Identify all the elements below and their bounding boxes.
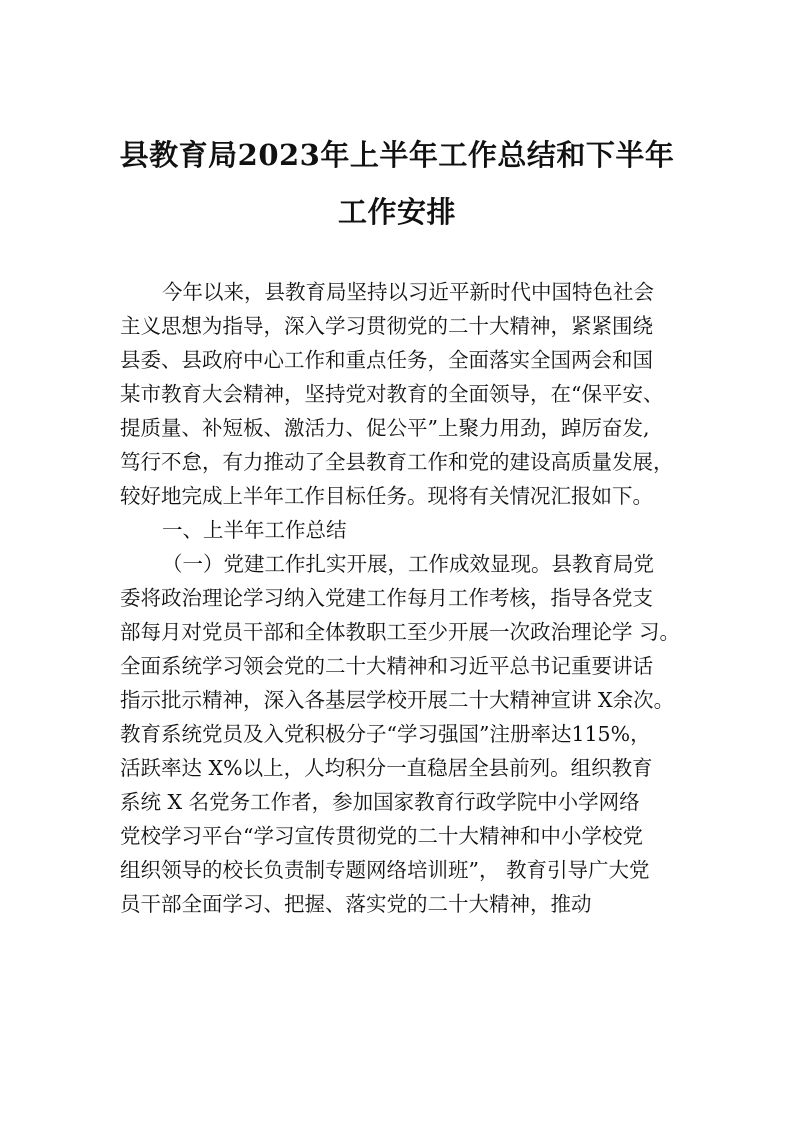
body-line-4: 某市教育大会精神，坚持党对教育的全面领导，在“保平安、 xyxy=(120,382,664,406)
body-line-19: 员干部全面学习、把握、落实党的二十大精神，推动 xyxy=(120,892,592,916)
body-line-6: 笃行不怠，有力推动了全县教育工作和党的建设高质量发展， xyxy=(120,450,674,474)
body-line-5: 提质量、补短板、激活力、促公平”上聚力用劲，踔厉奋发, xyxy=(120,416,650,440)
body-line-3: 县委、县政府中心工作和重点任务，全面落实全国两会和国 xyxy=(120,348,653,372)
body-line-18: 组织领导的校长负责制专题网络培训班”， 教育引导广大党 xyxy=(120,858,650,882)
body-line-11: 部每月对党员干部和全体教职工至少开展一次政治理论学 习。 xyxy=(120,620,681,644)
body-line-13: 指示批示精神，深入各基层学校开展二十大精神宣讲 X余次。 xyxy=(120,688,675,712)
body-line-9: （一）党建工作扎实开展，工作成效显现。县教育局党 xyxy=(162,552,654,576)
body-line-17: 党校学习平台“学习宣传贯彻党的二十大精神和中小学校党 xyxy=(120,824,643,848)
document-title-line-1: 县教育局2023年上半年工作总结和下半年 xyxy=(119,138,675,172)
body-line-10: 委将政治理论学习纳入党建工作每月工作考核，指导各党支 xyxy=(120,586,653,610)
document-title-line-2: 工作安排 xyxy=(337,195,456,229)
body-line-16: 系统 X 名党务工作者，参加国家教育行政学院中小学网络 xyxy=(120,790,640,814)
body-line-12: 全面系统学习领会党的二十大精神和习近平总书记重要讲话 xyxy=(120,654,653,678)
body-line-14: 教育系统党员及入党积极分子“学习强国”注册率达115%， xyxy=(120,722,651,746)
body-line-15: 活跃率达 X%以上，人均积分一直稳居全县前列。组织教育 xyxy=(120,756,653,780)
body-line-1: 今年以来，县教育局坚持以习近平新时代中国特色社会 xyxy=(162,280,654,304)
body-line-7: 较好地完成上半年工作目标任务。现将有关情况汇报如下。 xyxy=(120,484,653,508)
section-heading: 一、上半年工作总结 xyxy=(162,518,347,542)
body-line-2: 主义思想为指导，深入学习贯彻党的二十大精神，紧紧围绕 xyxy=(120,314,653,338)
